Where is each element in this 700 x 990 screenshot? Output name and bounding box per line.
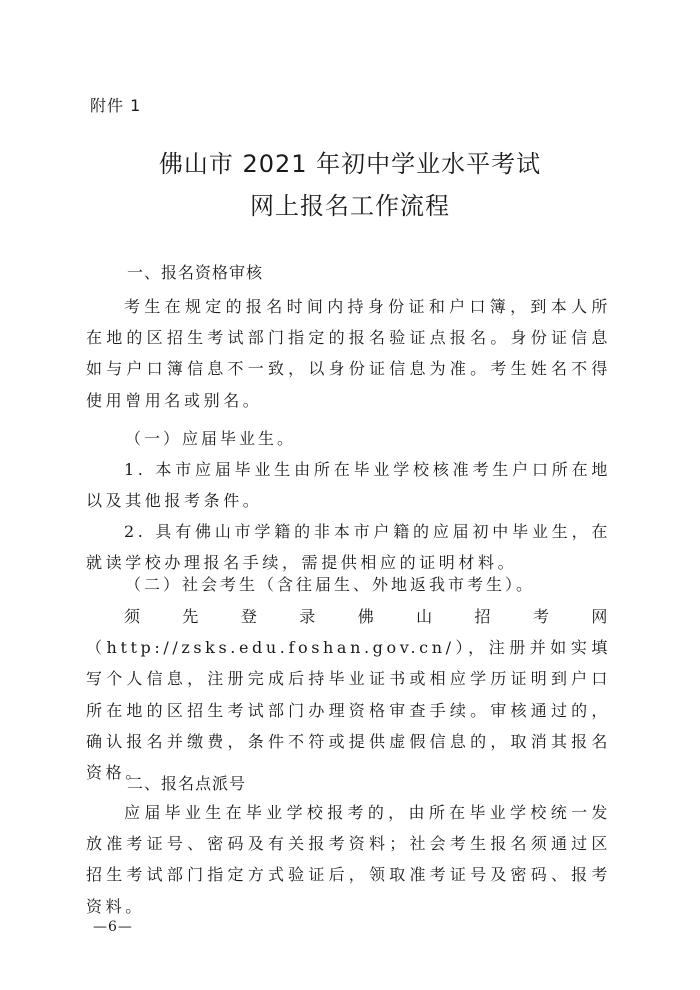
document-title-line-2: 网上报名工作流程 [250,192,450,220]
section-1-heading: 一、报名资格审核 [127,263,264,282]
attachment-label: 附件 1 [90,96,142,115]
subsection-1-item-1: 1. 本市应届毕业生由所在毕业学校核准考生户口所在地以及其他报考条件。 [86,460,611,511]
section-2-heading: 二、报名点派号 [127,774,247,793]
section-2-text: 应届毕业生在毕业学校报考的，由所在毕业学校统一发放准考证号、密码及有关报考资料；社会考生报名须通过区招生考试部门指定方式验证后，领取准考证号及密码、报考资料。 [86,803,611,916]
subsection-2-text: 须先登录佛山招考网（http://zsks.edu.foshan.gov.cn/），注册并如实填写个人信息，注册完成后持毕业证书或相应学历证明到户口所在地的区招生考试部门办理资格审查手续。审核通过的，确认报名并缴费，条件不符或提供虚假信息的，取消其报名资格。 [86,607,611,783]
subsection-1-heading: （一）应届毕业生。 [125,429,297,448]
document-title-line-1: 佛山市 2021 年初中学业水平考试 [158,150,542,178]
section-1-intro: 考生在规定的报名时间内持身份证和户口簿，到本人所在地的区招生考试部门指定的报名验证点报名。身份证信息如与户口簿信息不一致，以身份证信息为准。考生姓名不得使用曾用名或别名。 [86,297,611,410]
subsection-2-heading: （二）社会考生（含往届生、外地返我市考生）。 [125,575,536,594]
subsection-1-item-2: 2. 具有佛山市学籍的非本市户籍的应届初中毕业生，在就读学校办理报名手续，需提供相应的证明材料。 [86,522,611,573]
page-number: —6— [93,919,133,935]
